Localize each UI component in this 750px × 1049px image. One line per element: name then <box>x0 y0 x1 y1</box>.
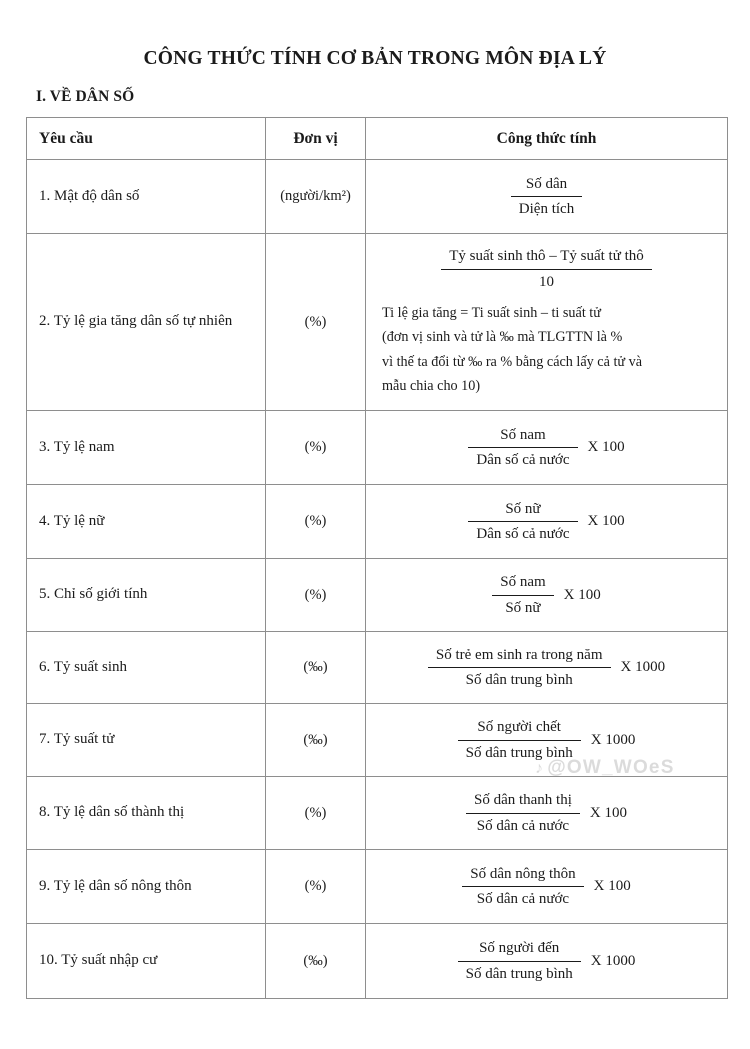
fraction <box>492 571 553 619</box>
formula-multiplier: X 1000 <box>590 731 636 748</box>
cell-unit: (‰) <box>266 632 366 704</box>
fraction-wrapper <box>466 789 627 837</box>
formula-block <box>372 789 721 837</box>
fraction-numerator: Số dân thanh thị <box>473 792 572 809</box>
fraction <box>462 863 583 911</box>
formula-table <box>26 117 728 999</box>
cell-requirement: 2. Tỷ lệ gia tăng dân số tự nhiên <box>27 234 266 411</box>
formula-multiplier: X 100 <box>563 586 601 603</box>
column-header-formula: Công thức tính <box>366 118 728 160</box>
music-note-icon: ♪ <box>535 760 545 777</box>
cell-requirement: 7. Tỷ suất tử <box>27 704 266 777</box>
fraction-denominator: Diện tích <box>518 201 575 217</box>
table-row <box>27 704 728 777</box>
fraction-wrapper <box>458 937 636 985</box>
fraction-denominator: Số dân cả nước <box>476 891 570 907</box>
fraction-denominator: Số dân trung bình <box>465 744 573 761</box>
fraction-bar <box>462 886 583 887</box>
table-row <box>27 632 728 704</box>
fraction-wrapper <box>458 716 636 764</box>
formula-multiplier: X 100 <box>589 804 627 821</box>
formula-block <box>372 571 721 619</box>
fraction-denominator: Dân số cả nước <box>476 452 570 468</box>
page-title: CÔNG THỨC TÍNH CƠ BẢN TRONG MÔN ĐỊA LÝ <box>143 48 607 69</box>
fraction-bar <box>428 667 611 668</box>
table-row <box>27 924 728 999</box>
cell-unit: (%) <box>266 559 366 632</box>
fraction-numerator: Số trẻ em sinh ra trong năm <box>435 646 603 663</box>
fraction-wrapper <box>468 498 624 546</box>
table-row <box>27 234 728 411</box>
table-row <box>27 411 728 485</box>
cell-formula <box>366 559 728 632</box>
cell-requirement: 4. Tỷ lệ nữ <box>27 485 266 559</box>
fraction-numerator: Số người đến <box>479 940 560 957</box>
formula-note-line: mẫu chia cho 10) <box>382 378 481 395</box>
formula-block <box>372 173 721 221</box>
cell-unit: (%) <box>266 411 366 485</box>
formula-block <box>372 937 721 985</box>
fraction <box>458 716 581 764</box>
watermark-handle: @OW_WOeS <box>547 757 675 778</box>
formula-block <box>372 424 721 472</box>
fraction <box>468 498 577 546</box>
formula-multiplier: X 100 <box>593 878 631 894</box>
table-row <box>27 160 728 234</box>
fraction <box>466 789 580 837</box>
fraction <box>458 937 581 985</box>
formula-block <box>372 644 721 692</box>
table-header-row <box>27 118 728 160</box>
fraction-numerator: Số nam <box>500 574 546 591</box>
cell-formula <box>366 160 728 234</box>
fraction-numerator: Số dân nông thôn <box>470 865 576 882</box>
cell-unit: (%) <box>266 850 366 924</box>
table-row <box>27 485 728 559</box>
fraction <box>441 245 652 293</box>
fraction-denominator: Số nữ <box>505 599 541 616</box>
cell-unit: (‰) <box>266 704 366 777</box>
formula-multiplier: X 1000 <box>590 952 636 969</box>
cell-unit: (người/km²) <box>266 160 366 234</box>
cell-formula <box>366 777 728 850</box>
fraction <box>468 424 577 472</box>
fraction-numerator: Số dân <box>525 175 568 192</box>
fraction-wrapper <box>441 245 652 293</box>
table-body <box>27 160 728 999</box>
cell-requirement: 3. Tỷ lệ nam <box>27 411 266 485</box>
fraction <box>428 644 611 692</box>
fraction-numerator: Số nam <box>500 426 546 443</box>
cell-requirement: 10. Tỷ suất nhập cư <box>27 924 266 999</box>
fraction-bar <box>468 521 577 522</box>
cell-requirement: 8. Tỷ lệ dân số thành thị <box>27 777 266 850</box>
table-row <box>27 850 728 924</box>
section-heading: I. VỀ DÂN SỐ <box>36 88 135 105</box>
cell-formula <box>366 411 728 485</box>
fraction-bar <box>441 269 652 270</box>
cell-formula <box>366 704 728 777</box>
cell-requirement: 1. Mật độ dân số <box>27 160 266 234</box>
cell-requirement: 9. Tỷ lệ dân số nông thôn <box>27 850 266 924</box>
formula-block <box>372 245 721 398</box>
fraction-wrapper <box>468 424 624 472</box>
column-header-unit: Đơn vị <box>266 118 366 160</box>
fraction <box>511 173 582 221</box>
formula-block <box>372 498 721 546</box>
formula-multiplier: X 100 <box>587 439 625 455</box>
formula-multiplier: X 100 <box>587 513 625 529</box>
cell-unit: (‰) <box>266 924 366 999</box>
column-header-requirement: Yêu cầu <box>27 118 266 160</box>
formula-note-line: (đơn vị sinh và tử là ‰ mà TLGTTN là % <box>382 329 623 346</box>
cell-requirement: 6. Tỷ suất sinh <box>27 632 266 704</box>
fraction-wrapper <box>462 863 631 911</box>
cell-formula <box>366 234 728 411</box>
fraction-denominator: Số dân cả nước <box>476 817 570 834</box>
table-row <box>27 777 728 850</box>
formula-block <box>372 863 721 911</box>
cell-formula <box>366 924 728 999</box>
formula-multiplier: X 1000 <box>620 659 666 675</box>
cell-requirement: 5. Chỉ số giới tính <box>27 559 266 632</box>
fraction-wrapper <box>511 173 582 221</box>
fraction-numerator: Tỷ suất sinh thô – Tỷ suất tử thô <box>449 248 644 265</box>
fraction-numerator: Số người chết <box>477 719 561 736</box>
fraction-bar <box>458 961 581 962</box>
cell-unit: (%) <box>266 777 366 850</box>
fraction-bar <box>468 447 577 448</box>
fraction-wrapper <box>428 644 665 692</box>
fraction-wrapper <box>492 571 601 619</box>
formula-note-line: Ti lệ gia tăng = Ti suất sinh – ti suất tử <box>382 304 601 321</box>
fraction-denominator: 10 <box>539 273 554 290</box>
cell-unit: (%) <box>266 485 366 559</box>
fraction-bar <box>511 196 582 197</box>
table-row <box>27 559 728 632</box>
cell-unit: (%) <box>266 234 366 411</box>
cell-formula <box>366 850 728 924</box>
formula-notes <box>372 301 721 399</box>
fraction-bar <box>458 740 581 741</box>
fraction-bar <box>466 813 580 814</box>
fraction-numerator: Số nữ <box>505 500 541 517</box>
cell-formula <box>366 632 728 704</box>
fraction-denominator: Số dân trung bình <box>465 965 573 982</box>
formula-note-line: vì thế ta đổi từ ‰ ra % bằng cách lấy cả tử và <box>382 353 643 370</box>
fraction-denominator: Số dân trung bình <box>465 672 573 688</box>
fraction-denominator: Dân số cả nước <box>476 526 570 542</box>
cell-formula <box>366 485 728 559</box>
fraction-bar <box>492 595 553 596</box>
formula-block <box>372 716 721 764</box>
